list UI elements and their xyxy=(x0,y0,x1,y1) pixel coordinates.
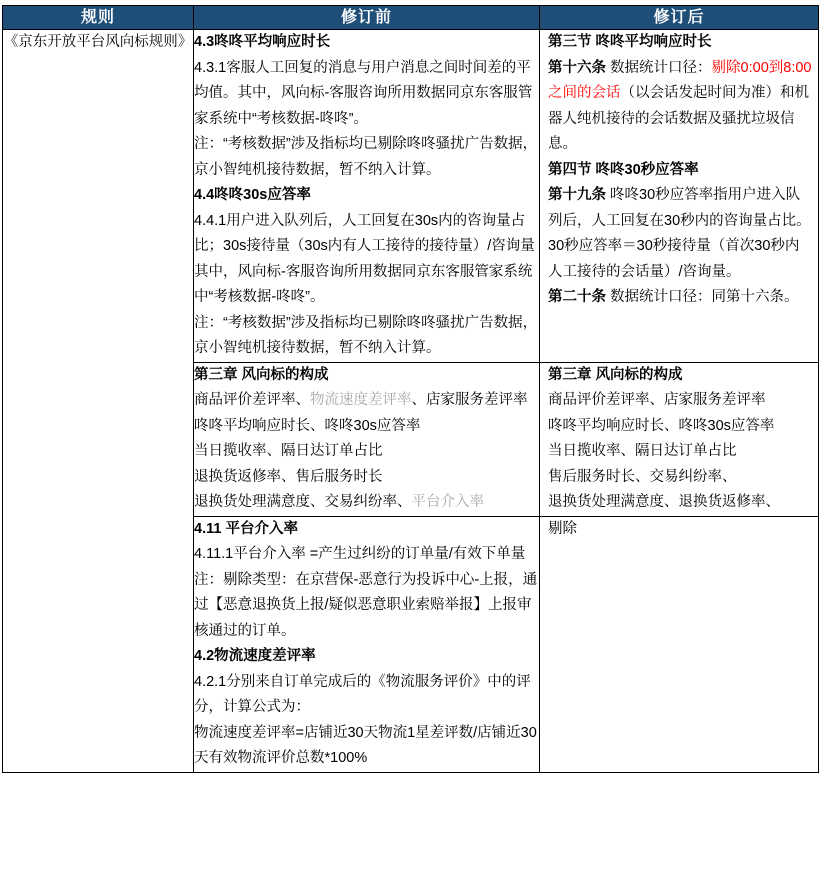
clause-paragraph xyxy=(548,183,813,285)
clause-heading: 4.2物流速度差评率 xyxy=(194,648,316,664)
text-run: 咚咚30秒应答率指用户进入队列后，人工回复在30秒内的咨询量占比。30秒应答率＝30秒接待量（首次30秒内人工接待的会话量）/咨询量。 xyxy=(548,187,811,280)
rule-name-cell: 《京东开放平台风向标规则》 xyxy=(3,30,194,773)
clause-paragraph: 退换货返修率、售后服务时长 xyxy=(194,468,383,485)
clause-heading: 第三章 风向标的构成 xyxy=(194,366,329,383)
before-cell-0 xyxy=(194,30,540,363)
clause-paragraph: 注：“考核数据”涉及指标均已剔除咚咚骚扰广告数据， 京小智纯机接待数据，暂不纳入计算。 xyxy=(194,136,538,178)
clause-number-run: 第十六条 xyxy=(548,59,611,76)
after-cell-0 xyxy=(540,30,819,363)
clause-paragraph: 4.2.1分别来自订单完成后的《物流服务评价》中的评分，计算公式为： xyxy=(194,673,531,715)
text-run: （以会话发起时间为准）和机器人纯机接待的会话数据及骚扰垃圾信息。 xyxy=(548,85,809,152)
clause-paragraph xyxy=(548,56,813,158)
clause-number-run: 第二十条 xyxy=(548,289,611,305)
clause-paragraph: 注：剔除类型：在京营保-恶意行为投诉中心-上报，通过【恶意退换货上报/疑似恶意职业索赔举报】上报审核通过的订单。 xyxy=(194,571,538,639)
text-run: 商品评价差评率、 xyxy=(194,392,310,408)
table-header-row xyxy=(3,6,819,30)
after-cell-1 xyxy=(540,362,819,516)
clause-paragraph: 商品评价差评率、店家服务差评率 xyxy=(548,392,766,408)
text-run: 、店家服务差评率 xyxy=(411,392,528,408)
clause-heading: 第四节 咚咚30秒应答率 xyxy=(548,161,699,178)
text-run: 数据统计口径： xyxy=(610,59,712,76)
clause-paragraph xyxy=(194,490,539,516)
clause-paragraph: 4.11.1平台介入率 =产生过纠纷的订单量/有效下单量 xyxy=(194,546,526,562)
clause-paragraph: 其中，风向标-客服咨询所用数据同京东客服管家系统中“考核数据-咚咚”。 xyxy=(194,263,533,305)
clause-heading: 4.11 平台介入率 xyxy=(194,520,298,537)
clause-paragraph: 当日揽收率、隔日达订单占比 xyxy=(548,443,737,459)
column-header-before: 修订前 xyxy=(194,6,540,30)
clause-heading: 第三章 风向标的构成 xyxy=(548,366,683,383)
clause-paragraph: 剔除 xyxy=(548,520,577,537)
before-cell-2 xyxy=(194,516,540,772)
clause-number-run: 第十九条 xyxy=(548,187,611,203)
clause-heading: 第三节 咚咚平均响应时长 xyxy=(548,34,712,50)
after-cell-2 xyxy=(540,516,819,772)
revision-comparison-table xyxy=(2,5,819,773)
deleted-text-run: 平台介入率 xyxy=(411,494,484,510)
text-run: 数据统计口径：同第十六条。 xyxy=(610,289,799,305)
table-row xyxy=(3,30,819,363)
column-header-after: 修订后 xyxy=(540,6,819,30)
before-cell-1 xyxy=(194,362,540,516)
clause-paragraph: 退换货处理满意度、退换货返修率、 xyxy=(548,494,780,510)
clause-paragraph: 咚咚平均响应时长、咚咚30s应答率 xyxy=(194,417,421,434)
clause-heading: 4.4咚咚30s应答率 xyxy=(194,187,311,203)
deleted-text-run: 物流速度差评率 xyxy=(310,392,412,408)
clause-paragraph xyxy=(194,388,539,414)
clause-paragraph: 4.3.1客服人工回复的消息与用户消息之间时间差的平均值。其中，风向标-客服咨询所用数据同京东客服管家系统中“考核数据-咚咚”。 xyxy=(194,59,533,127)
clause-heading: 4.3咚咚平均响应时长 xyxy=(194,34,331,50)
clause-paragraph: 当日揽收率、隔日达订单占比 xyxy=(194,443,383,459)
clause-paragraph: 咚咚平均响应时长、咚咚30s应答率 xyxy=(548,417,775,434)
clause-paragraph xyxy=(548,285,813,311)
added-text-run: 剔除0:00到8:00之间的会话 xyxy=(548,59,812,101)
table-header xyxy=(3,6,819,30)
table-body xyxy=(3,30,819,773)
column-header-rule: 规则 xyxy=(3,6,194,30)
clause-paragraph: 物流速度差评率=店铺近30天物流1星差评数/店铺近30天有效物流评价总数*100% xyxy=(194,724,537,766)
clause-paragraph: 售后服务时长、交易纠纷率、 xyxy=(548,468,737,485)
text-run: 退换货处理满意度、交易纠纷率、 xyxy=(194,494,412,510)
clause-paragraph: 4.4.1用户进入队列后，人工回复在30s内的咨询量占比；30s接待量（30s内有人工接待的接待量）/咨询量 xyxy=(194,212,535,254)
clause-paragraph: 注：“考核数据”涉及指标均已剔除咚咚骚扰广告数据， 京小智纯机接待数据，暂不纳入计算。 xyxy=(194,314,538,356)
